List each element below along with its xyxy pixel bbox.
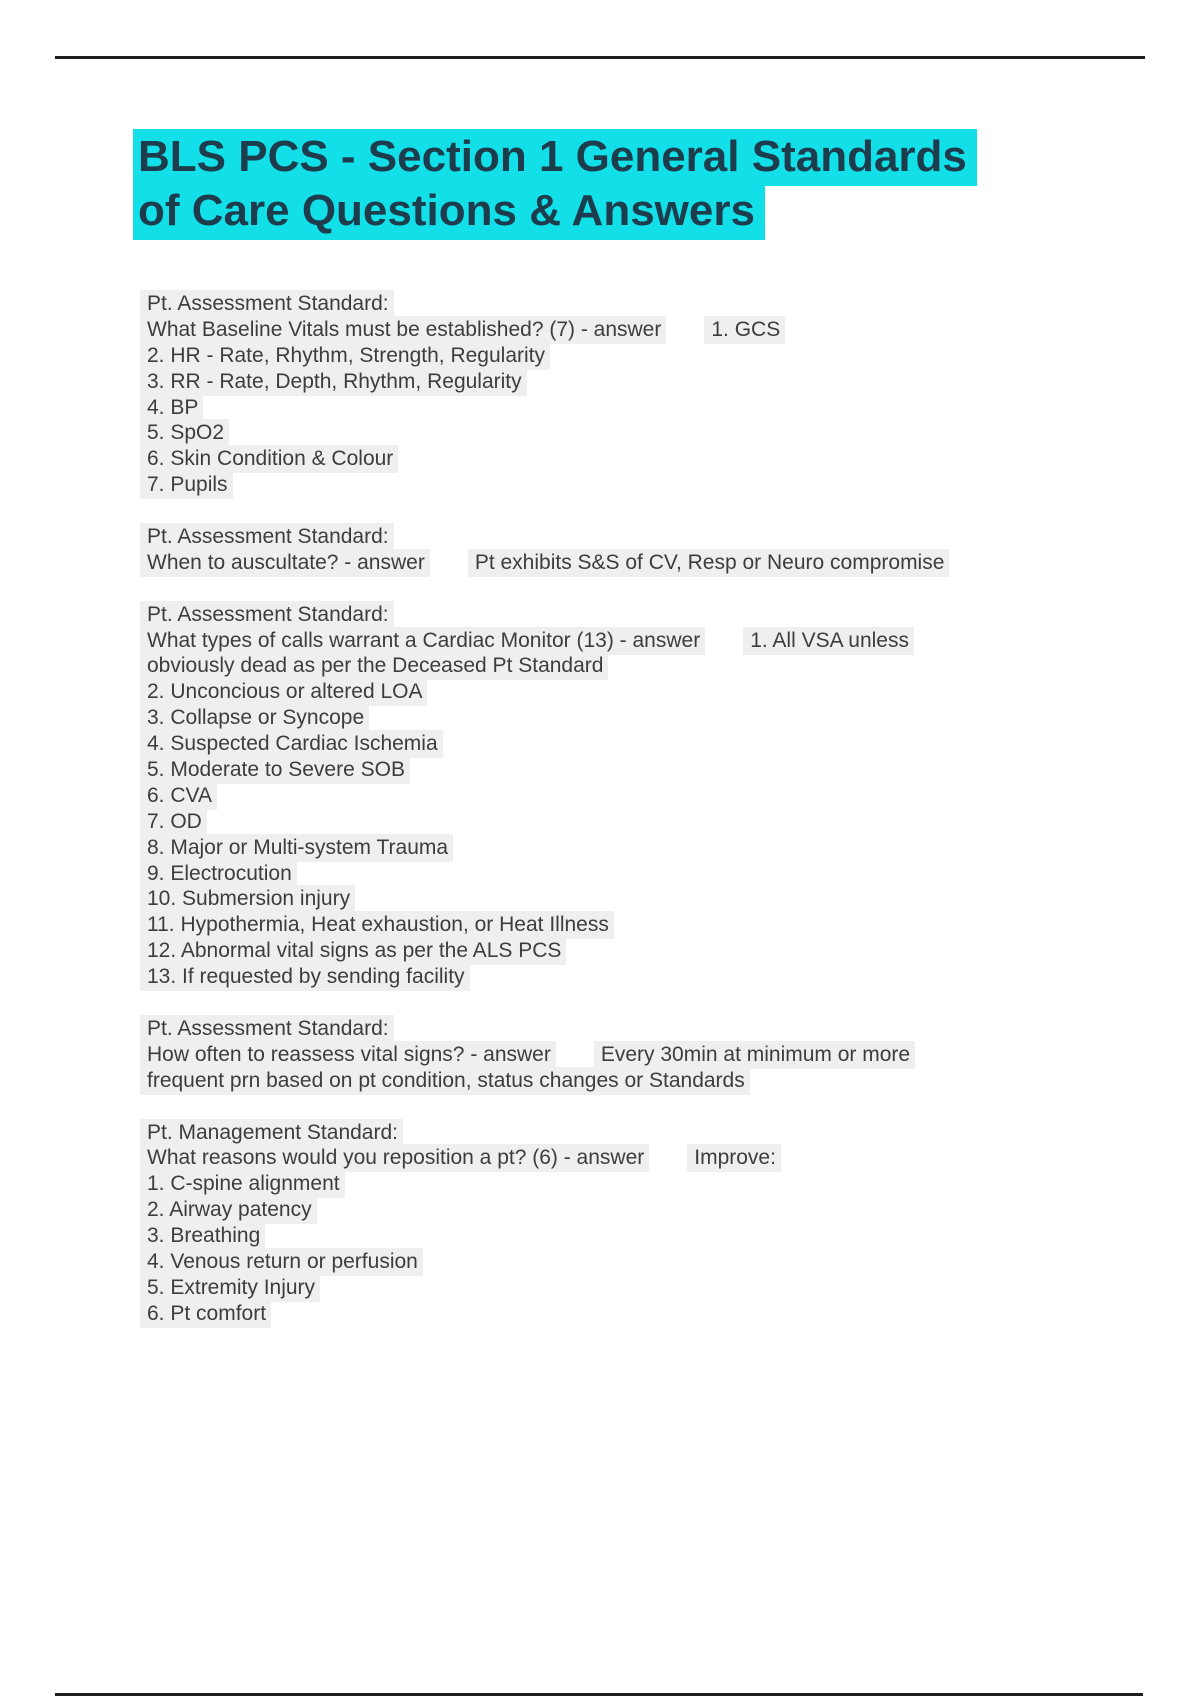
qa-question-line	[140, 628, 1150, 654]
page-title-line-1	[133, 130, 1143, 184]
qa-question-line	[140, 1042, 1150, 1068]
qa-block	[140, 1016, 1150, 1094]
answer-line-text: 1. C-spine alignment	[140, 1170, 345, 1198]
answer-line-text: 6. CVA	[140, 782, 217, 810]
answer-intro-text: 1. GCS	[704, 316, 785, 344]
answer-line-text: 4. BP	[140, 394, 203, 422]
qa-answer-line	[140, 395, 1150, 421]
qa-answer-line	[140, 1249, 1150, 1275]
answer-line-text: frequent prn based on pt condition, status changes or Standards	[140, 1067, 750, 1095]
answer-intro-text: Improve:	[687, 1144, 781, 1172]
qa-answer-line	[140, 1068, 1150, 1094]
answer-line-text: 5. Extremity Injury	[140, 1274, 320, 1302]
qa-answer-line	[140, 964, 1150, 990]
page-title	[133, 130, 1143, 238]
qa-answer-line	[140, 420, 1150, 446]
answer-line-text: 3. RR - Rate, Depth, Rhythm, Regularity	[140, 368, 527, 396]
qa-question-line	[140, 550, 1150, 576]
qa-answer-line	[140, 1301, 1150, 1327]
qa-block	[140, 602, 1150, 990]
answer-line-text: 7. OD	[140, 808, 207, 836]
qa-question-line	[140, 1145, 1150, 1171]
answer-intro-text: Pt exhibits S&S of CV, Resp or Neuro compromise	[468, 549, 950, 577]
qa-answer-line	[140, 1171, 1150, 1197]
answer-line-text: 6. Pt comfort	[140, 1300, 271, 1328]
answer-line-text: 11. Hypothermia, Heat exhaustion, or Heat Illness	[140, 911, 614, 939]
answer-intro-text: 1. All VSA unless	[743, 627, 914, 655]
qa-question-line	[140, 317, 1150, 343]
qa-heading	[140, 524, 1150, 550]
answer-line-text: 13. If requested by sending facility	[140, 963, 470, 991]
bottom-rule	[55, 1693, 1143, 1696]
answer-line-text: 7. Pupils	[140, 471, 233, 499]
answer-intro-text: Every 30min at minimum or more	[594, 1041, 915, 1069]
answer-line-text: 3. Breathing	[140, 1222, 265, 1250]
qa-answer-line	[140, 1275, 1150, 1301]
qa-answer-line	[140, 343, 1150, 369]
answer-line-text: 5. Moderate to Severe SOB	[140, 756, 410, 784]
qa-answer-line	[140, 1223, 1150, 1249]
qa-heading-text: Pt. Management Standard:	[140, 1119, 403, 1147]
question-text: What reasons would you reposition a pt? (6) - answer	[140, 1144, 649, 1172]
qa-content	[140, 291, 1150, 1353]
answer-line-text: 4. Suspected Cardiac Ischemia	[140, 730, 443, 758]
question-text: What types of calls warrant a Cardiac Monitor (13) - answer	[140, 627, 705, 655]
qa-answer-line	[140, 861, 1150, 887]
qa-heading	[140, 1120, 1150, 1146]
answer-line-text: 2. Unconcious or altered LOA	[140, 678, 427, 706]
qa-answer-line	[140, 1197, 1150, 1223]
qa-answer-line	[140, 809, 1150, 835]
qa-block	[140, 524, 1150, 576]
answer-line-text: 4. Venous return or perfusion	[140, 1248, 423, 1276]
qa-answer-line	[140, 369, 1150, 395]
qa-answer-line	[140, 679, 1150, 705]
qa-answer-line	[140, 783, 1150, 809]
question-text: How often to reassess vital signs? - answer	[140, 1041, 556, 1069]
qa-answer-line	[140, 731, 1150, 757]
qa-answer-line	[140, 757, 1150, 783]
top-rule	[55, 56, 1145, 59]
question-text: When to auscultate? - answer	[140, 549, 430, 577]
qa-answer-line	[140, 446, 1150, 472]
answer-line-text: 2. Airway patency	[140, 1196, 317, 1224]
qa-answer-line	[140, 472, 1150, 498]
answer-line-text: 6. Skin Condition & Colour	[140, 445, 398, 473]
answer-line-text: 5. SpO2	[140, 419, 229, 447]
qa-answer-line	[140, 938, 1150, 964]
qa-heading	[140, 1016, 1150, 1042]
qa-heading	[140, 602, 1150, 628]
answer-line-text: 2. HR - Rate, Rhythm, Strength, Regularity	[140, 342, 550, 370]
qa-heading-text: Pt. Assessment Standard:	[140, 290, 394, 318]
qa-block	[140, 1120, 1150, 1327]
qa-answer-line	[140, 835, 1150, 861]
qa-answer-line	[140, 886, 1150, 912]
qa-heading-text: Pt. Assessment Standard:	[140, 601, 394, 629]
title-highlight: of Care Questions & Answers	[133, 183, 765, 240]
qa-heading-text: Pt. Assessment Standard:	[140, 523, 394, 551]
qa-heading	[140, 291, 1150, 317]
qa-heading-text: Pt. Assessment Standard:	[140, 1015, 394, 1043]
answer-line-text: 3. Collapse or Syncope	[140, 704, 369, 732]
qa-block	[140, 291, 1150, 498]
answer-line-text: 10. Submersion injury	[140, 885, 355, 913]
qa-answer-line	[140, 705, 1150, 731]
question-text: What Baseline Vitals must be established? (7) - answer	[140, 316, 666, 344]
answer-line-text: 8. Major or Multi-system Trauma	[140, 834, 453, 862]
qa-answer-line	[140, 653, 1150, 679]
qa-answer-line	[140, 912, 1150, 938]
page-title-line-2	[133, 184, 1143, 238]
title-highlight: BLS PCS - Section 1 General Standards	[133, 129, 977, 186]
answer-line-text: 9. Electrocution	[140, 860, 297, 888]
answer-line-text: 12. Abnormal vital signs as per the ALS PCS	[140, 937, 566, 965]
answer-line-text: obviously dead as per the Deceased Pt Standard	[140, 652, 608, 680]
